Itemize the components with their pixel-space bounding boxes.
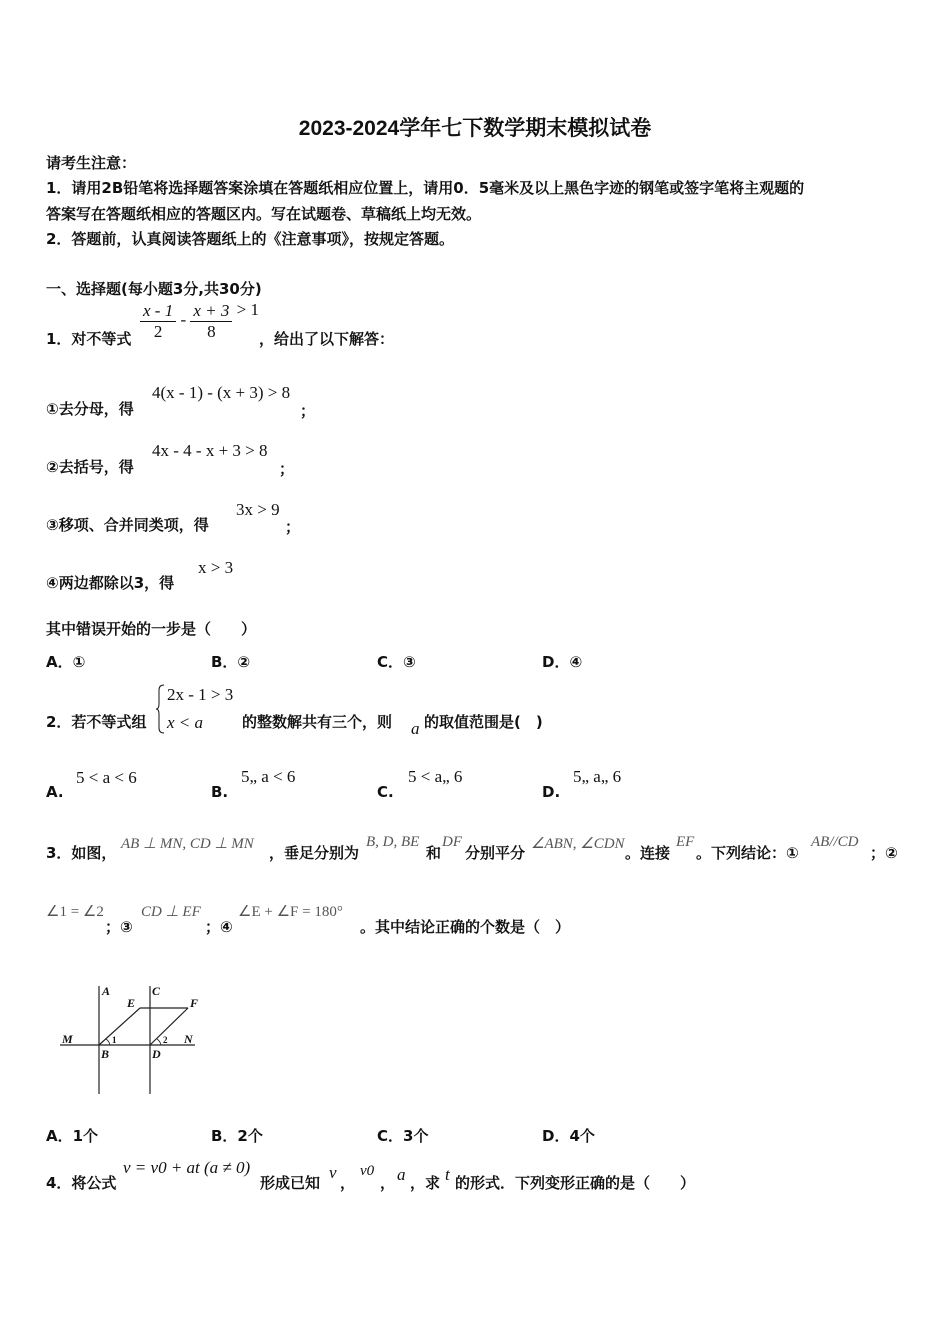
q3-math-5: EF [676,834,695,850]
q2-option-b-letter[interactable]: B. [211,783,229,801]
q3-math-7: ∠1 = ∠2 [46,904,104,920]
section-heading: 一、选择题(每小题3分,共30分) [46,280,262,298]
q1-step2-math: 4x - 4 - x + 3 > 8 [152,441,268,460]
q2-system-brace [156,684,166,734]
q1-step1-label: ①去分母，得 [46,400,134,418]
segment-be [99,1008,140,1045]
q1-option-b[interactable]: B．② [211,653,251,671]
q2-option-b-math: 5„ a < 6 [241,767,296,786]
q1-step4-math: x > 3 [198,558,234,577]
q3-text-9: 。其中结论正确的个数是（ ） [360,918,571,936]
q4-var-v0: v0 [360,1163,375,1179]
q2-option-c-math: 5 < a„ 6 [408,767,463,786]
label-e: E [127,996,136,1010]
q2-option-d-letter[interactable]: D. [542,783,561,801]
q4-prefix: 4．将公式 [46,1174,117,1192]
q1-option-d[interactable]: D．④ [542,653,583,671]
q1-step2-end: ； [279,460,295,478]
q3-text-5: 。下列结论：① [696,844,799,862]
q3-option-c[interactable]: C．3个 [377,1127,429,1145]
q3-figure [60,982,200,1098]
q3-text-8: ；④ [205,918,233,936]
label-f: F [190,996,199,1010]
q3-math-6: AB//CD [811,834,859,850]
q2-ineq-1: 2x - 1 > 3 [167,685,234,704]
q1-fraction-2: $\frac{x + 3}{8}$ [190,301,232,342]
q4-comma-1: ， [340,1174,356,1192]
label-d: D [152,1047,161,1061]
q3-prefix: 3．如图， [46,844,117,862]
label-b: B [101,1047,110,1061]
q4-var-a: a [397,1165,406,1184]
q1-question: 其中错误开始的一步是（ ） [46,620,257,638]
q1-inequality: $\frac{x - 1}{2}$ - $\frac{x + 3}{8}$ > 1 [140,300,259,342]
q3-figure-svg [60,982,200,1098]
q1-step1-math: 4(x - 1) - (x + 3) > 8 [152,383,291,402]
q1-step3-end: ； [285,518,301,536]
q3-text-1: ，垂足分别为 [269,844,360,862]
q3-math-4: ∠ABN, ∠CDN [531,836,625,852]
q2-variable-a: a [411,719,420,738]
q1-option-a[interactable]: A．① [46,653,86,671]
notice-line-1: 1．请用2B铅笔将选择题答案涂填在答题纸相应位置上，请用0．5毫米及以上黑色字迹的钢笔或签字笔将主观题的 [46,179,805,197]
q1-step1-end: ； [300,402,316,420]
q1-step2-label: ②去括号，得 [46,458,134,476]
label-c: C [152,984,161,998]
q3-math-2: B, D, BE [366,834,420,850]
q2-ineq-2: x < a [167,713,204,732]
label-1: 1 [112,1035,117,1045]
q4-var-v: v [329,1163,337,1182]
q4-text-3: 的形式．下列变形正确的是（ ） [455,1174,696,1192]
q1-suffix: ，给出了以下解答： [259,330,395,348]
q1-step4-label: ④两边都除以3，得 [46,574,175,592]
q3-math-3: DF [442,834,462,850]
q2-option-d-math: 5„ a„ 6 [573,767,622,786]
q3-option-b[interactable]: B．2个 [211,1127,263,1145]
q4-text-1: 形成已知 [260,1174,321,1192]
q3-option-a[interactable]: A．1个 [46,1127,99,1145]
notice-heading: 请考生注意： [46,154,137,172]
q1-option-c[interactable]: C．③ [377,653,416,671]
q3-math-9: ∠E + ∠F = 180° [238,904,343,920]
q3-text-4: 。连接 [625,844,671,862]
q4-var-t: t [445,1165,450,1184]
q2-prefix: 2．若不等式组 [46,713,147,731]
q2-option-a-letter[interactable]: A. [46,783,64,801]
q3-text-6: ；② [870,844,898,862]
q4-formula: v = v0 + at (a ≠ 0) [123,1158,251,1177]
q2-option-a-math: 5 < a < 6 [76,768,137,787]
q3-text-3: 分别平分 [465,844,526,862]
label-n: N [184,1032,193,1046]
q1-prefix: 1．对不等式 [46,330,132,348]
q2-option-c-letter[interactable]: C. [377,783,394,801]
notice-line-3: 2．答题前，认真阅读答题纸上的《注意事项》，按规定答题。 [46,230,454,248]
q3-math-8: CD ⊥ EF [141,904,201,920]
q3-text-7: ；③ [105,918,133,936]
q1-step3-math: 3x > 9 [236,500,280,519]
label-2: 2 [163,1035,168,1045]
page-title: 2023-2024学年七下数学期末模拟试卷 [298,117,652,140]
q1-fraction-1: $\frac{x - 1}{2}$ [140,301,176,342]
label-m: M [62,1032,73,1046]
notice-line-2: 答案写在答题纸相应的答题区内。写在试题卷、草稿纸上均无效。 [46,205,482,223]
q2-suffix: 的取值范围是( ) [424,713,543,731]
q4-text-2: ，求 [410,1174,441,1192]
q2-middle: 的整数解共有三个，则 [242,713,393,731]
q3-math-1: AB ⊥ MN, CD ⊥ MN [121,836,254,852]
q3-option-d[interactable]: D．4个 [542,1127,595,1145]
q4-comma-2: ， [380,1174,396,1192]
segment-df [150,1008,188,1045]
label-a: A [102,984,111,998]
q3-text-2: 和 [426,844,442,862]
q1-step3-label: ③移项、合并同类项，得 [46,516,209,534]
